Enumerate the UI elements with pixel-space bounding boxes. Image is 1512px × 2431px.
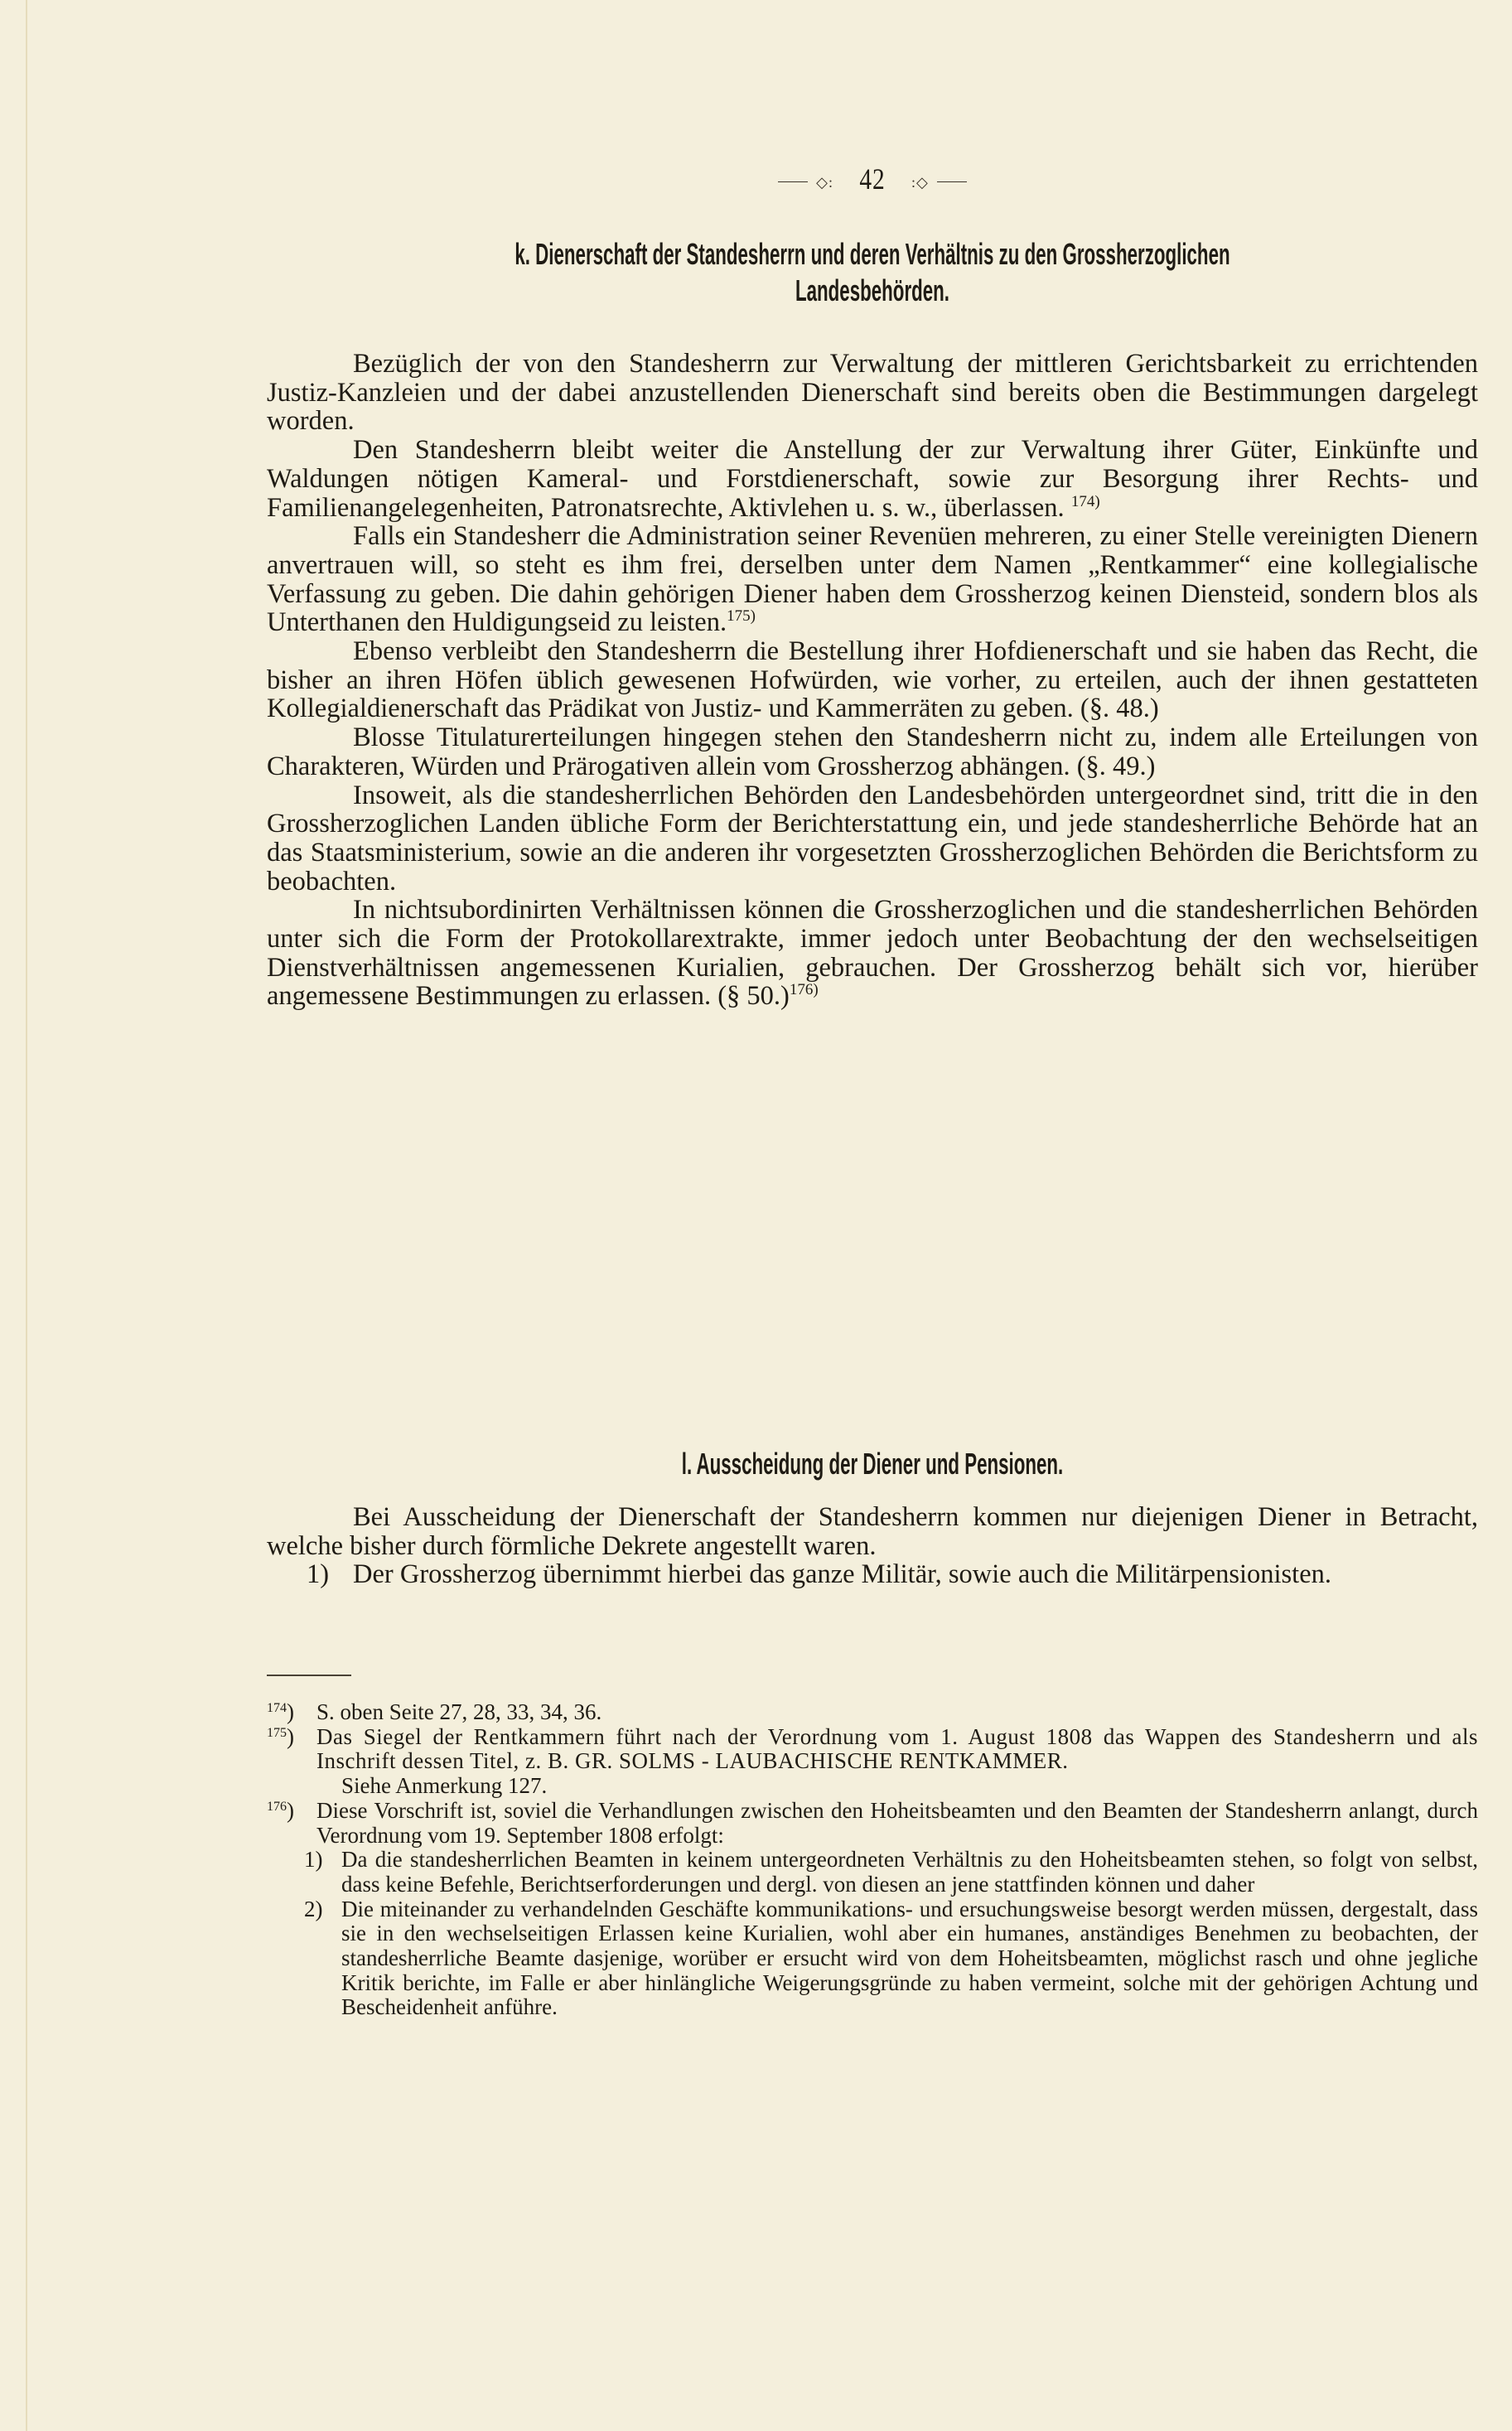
paragraph: Falls ein Standesherr die Administration seiner Revenüen mehreren, zu einer Stelle vereinigten Dienern anvertrauen will, so steht es ihm frei, derselben unter dem Namen „Rentkammer“ eine kollegialische Verfassung zu geben. Die dahin gehörigen Diener haben dem Grossherzog keinen Diensteid, sondern blos als Unterthanen den Huldigungseid zu leisten.$^{175)}$: [267, 521, 1478, 638]
footnote-175-note: Siehe Anmerkung 127.: [341, 1773, 548, 1799]
footnote-ref-175[interactable]: 175): [727, 607, 756, 626]
item-number: 1): [304, 1847, 323, 1873]
paragraph: Bezüglich der von den Standesherrn zur Verwaltung der mittleren Gerichtsbarkeit zu errichtenden Justiz-Kanzleien und der dabei anzustellenden Dienerschaft sind bereits oben die Bestimmungen dargelegt worden.: [267, 349, 1478, 437]
page-number: 42: [859, 162, 886, 196]
footnote-176-item-2: 2) Die miteinander zu verhandelnden Geschäfte kommunikations- und ersuchungsweise besorgt werden müssen, dergestalt, dass sie in den wechselseitigen Erlassen keine Kurialien, wohl aber ein humanes, anständiges Benehmen zu beobachten, der standesherrliche Beamte dasjenige, worüber er ersucht wird von dem Hoheitsbeamten, möglichst rasch und ohne jegliche Kritik berichte, im Falle er aber hinlängliche Weigerungsgründe zu haben vermeint, solche mit der gehörigen Achtung und Bescheidenheit anführe.: [304, 1896, 1478, 2020]
footnote-ref-176[interactable]: 176): [789, 981, 819, 999]
paragraph: Bei Ausscheidung der Dienerschaft der Standesherrn kommen nur diejenigen Diener in Betracht, welche bisher durch förmliche Dekrete angestellt waren.: [267, 1502, 1478, 1561]
footnote-mark: $^{176}$): [267, 1797, 294, 1823]
ornament-rule-right: [937, 181, 967, 182]
section-k-heading: [497, 236, 1248, 309]
footnote-174: $^{174}$) S. oben Seite 27, 28, 33, 34, 36.: [267, 1699, 602, 1724]
ornament-diamond-right-icon: :◇: [911, 173, 929, 191]
page-gutter-line: [26, 0, 27, 2431]
section-k-body: [267, 350, 1478, 1011]
paragraph: Ebenso verbleibt den Standesherrn die Bestellung ihrer Hofdienerschaft und sie haben das Recht, die bisher an ihren Höfen üblich gewesenen Hofwürden, wie vorher, zu erteilen, auch der ihnen gestatteten Kollegialdienerschaft das Prädikat von Justiz- und Kammerräten zu geben. (§. 48.): [267, 636, 1478, 724]
footnotes: [267, 1700, 1478, 2020]
item-number: 1): [307, 1559, 330, 1590]
footnote-176-item-1: 1) Da die standesherrlichen Beamten in keinem untergeordneten Verhältnis zu den Hoheitsbeamten stehen, so folgt von selbst, dass keine Befehle, Berichtserforderungen und dergl. von diesen an jene stattfinden können und daher: [304, 1847, 1478, 1897]
footnote-mark: $^{174}$): [267, 1699, 294, 1724]
numbered-item: 1) Der Grossherzog übernimmt hierbei das ganze Militär, sowie auch die Militärpensionisten.: [307, 1559, 1332, 1590]
item-number: 2): [304, 1896, 323, 1921]
section-k-heading-line2: Landesbehörden.: [795, 273, 950, 307]
paragraph: Blosse Titulaturerteilungen hingegen stehen den Standesherrn nicht zu, indem alle Erteilungen von Charakteren, Würden und Prärogativen allein vom Grossherzog abhängen. (§. 49.): [267, 723, 1478, 781]
footnote-divider: [267, 1675, 351, 1676]
section-l-heading: l. Ausscheidung der Diener und Pensionen.: [681, 1447, 1064, 1481]
footnote-mark: $^{175}$): [267, 1723, 294, 1749]
paragraph: Den Standesherrn bleibt weiter die Anstellung der zur Verwaltung ihrer Güter, Einkünfte und Waldungen nötigen Kameral- und Forstdienerschaft, sowie zur Besorgung ihrer Rechts- und Familienangelegenheiten, Patronatsrechte, Aktivlehen u. s. w., überlassen. $^{174)}$: [267, 435, 1478, 523]
page-header: [267, 162, 1478, 199]
footnote-ref-174[interactable]: 174): [1070, 492, 1100, 510]
section-l-body: [267, 1503, 1478, 1589]
paragraph: Insoweit, als die standesherrlichen Behörden den Landesbehörden untergeordnet sind, tritt die in den Grossherzoglichen Landen übliche Form der Berichterstattung ein, und jede standesherrliche Behörde hat an das Staatsministerium, sowie an die anderen ihr vorgesetzten Grossherzoglichen Behörden die Berichtsform zu beobachten.: [267, 780, 1478, 897]
footnote-175: $^{175}$) Das Siegel der Rentkammern führt nach der Verordnung vom 1. August 1808 das Wappen des Standesherrn und als Inschrift dessen Titel, z. B. GR. SOLMS - LAUBACHISCHE RENTKAMMER.: [267, 1723, 1478, 1774]
ornament-rule-left: [778, 181, 808, 182]
footnote-176: $^{176}$) Diese Vorschrift ist, soviel die Verhandlungen zwischen den Hoheitsbeamten und den Beamten der Standesherrn anlangt, durch Verordnung vom 19. September 1808 erfolgt:: [267, 1797, 1478, 1848]
paragraph: In nichtsubordinirten Verhältnissen können die Grossherzoglichen und die standesherrlichen Behörden unter sich die Form der Protokollarextrakte, immer jedoch unter Beobachtung der den wechselseitigen Dienstverhältnissen angemessenen Kurialien, gebrauchen. Der Grossherzog behält sich vor, hierüber angemessene Bestimmungen zu erlassen. (§ 50.)$^{176)}$: [267, 895, 1478, 1012]
section-k-heading-line1: k. Dienerschaft der Standesherrn und deren Verhältnis zu den Grossherzoglichen: [514, 237, 1230, 271]
ornament-diamond-left-icon: ◇:: [816, 173, 833, 191]
